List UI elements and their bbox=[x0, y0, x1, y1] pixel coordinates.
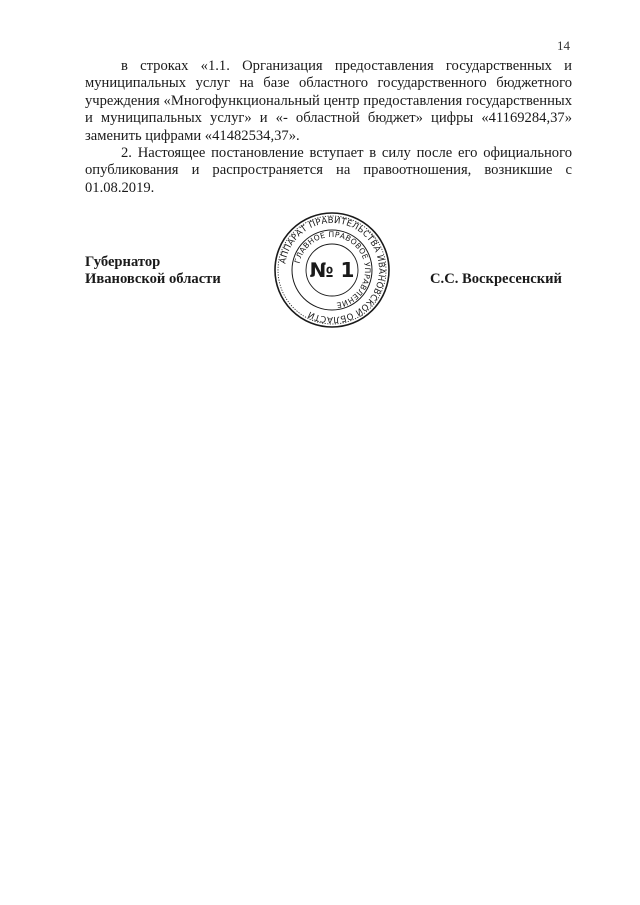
seal-icon bbox=[272, 210, 392, 330]
seal-outer-text: АППАРАТ ПРАВИТЕЛЬСТВА ИВАНОВСКОЙ ОБЛАСТИ bbox=[278, 215, 387, 325]
signatory-name: С.С. Воскресенский bbox=[430, 271, 562, 287]
paragraph-amendment: в строках «1.1. Организация предоставления государственных и муниципальных услуг на базе областного государственного бюджетного учреждения «Многофункциональный центр предоставления государственных и муниципальных услуг» и «- областной бюджет» цифры «41169284,37» заменить цифрами «41482534,37». bbox=[85, 58, 572, 144]
paragraph-effective-date: 2. Настоящее постановление вступает в силу после его официального опубликования и распространяется на правоотношения, возникшие с 01.08.2019. bbox=[85, 145, 572, 196]
seal-center-number: № 1 bbox=[309, 258, 355, 282]
signatory-title-line-2: Ивановской области bbox=[85, 271, 221, 288]
signatory-title bbox=[85, 254, 221, 289]
seal-inner-text: ГЛАВНОЕ ПРАВОВОЕ УПРАВЛЕНИЕ bbox=[292, 229, 373, 310]
signatory-title-line-1: Губернатор bbox=[85, 254, 161, 270]
document-body bbox=[85, 58, 572, 197]
official-seal bbox=[272, 210, 392, 330]
page-number: 14 bbox=[557, 38, 570, 53]
